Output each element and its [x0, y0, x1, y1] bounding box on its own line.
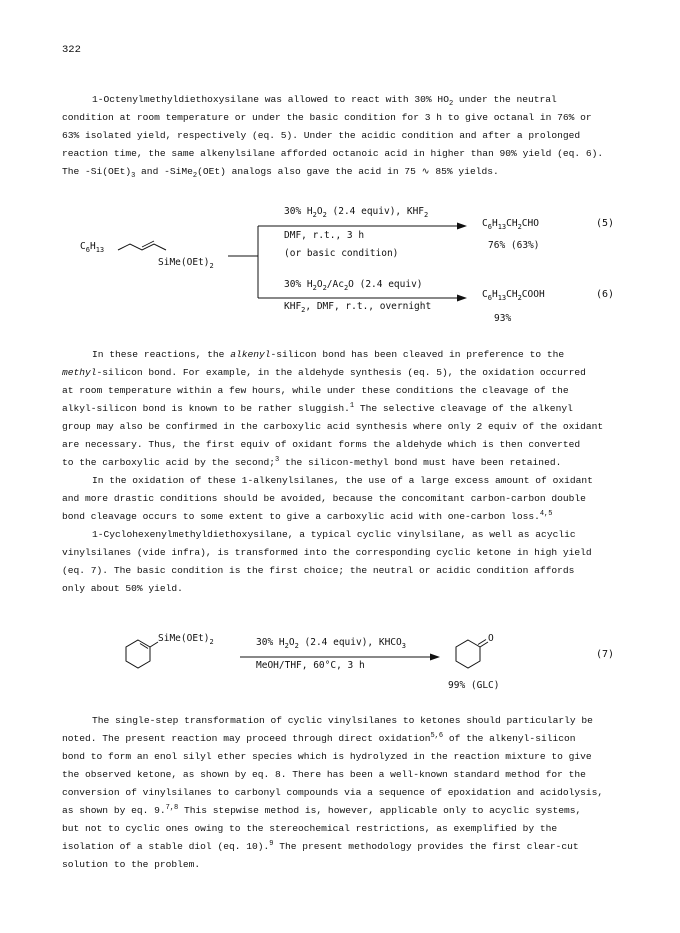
eq7-reagents: 30% $H_2O_2$ (2.4 equiv), $KHCO_3$	[256, 637, 406, 650]
p1-line4: reaction time, the same alkenylsilane afforded octanoic acid in higher than 90% yield (eq. 6).	[62, 148, 604, 159]
starting-alkenylsilane-chain: $C_6H_{13}$	[80, 241, 105, 254]
p5-line2b: of the alkenyl-silicon	[443, 733, 576, 744]
eq7-number: (7)	[596, 649, 615, 660]
eq6-reagents: 30% $H_2O_2/Ac_2O$ (2.4 equiv)	[284, 279, 423, 292]
p1-line1b: under the neutral	[453, 94, 557, 105]
page-number: 322	[62, 44, 81, 56]
p2-line4a: alkyl-silicon bond is known to be rather sluggish.	[62, 403, 350, 414]
p2-line5: group may also be confirmed in the carboxylic acid synthesis where only 2 equiv of the oxidant	[62, 421, 604, 432]
p5-line6a: as shown by eq. 9.	[62, 805, 166, 816]
p1-line5c: (OEt) analogs also gave the acid in 75 ∿ 85% yields.	[197, 166, 499, 177]
eq6-number: (6)	[596, 289, 615, 300]
p4-line2: vinylsilanes (vide infra), is transformed into the corresponding cyclic ketone in high yield	[62, 547, 592, 558]
eq6-conditions: $KHF_2$, DMF, r.t., overnight	[284, 301, 432, 314]
ref-5-6: 5,6	[430, 731, 444, 740]
ref-9: 9	[269, 839, 274, 848]
eq7-yield: 99% (GLC)	[448, 680, 500, 691]
p4-line4: only about 50% yield.	[62, 583, 183, 594]
p3-line2: and more drastic conditions should be avoided, because the concomitant carbon-carbon double	[62, 493, 586, 504]
ref-4-5: 4,5	[539, 509, 553, 518]
p5-line9: solution to the problem.	[62, 859, 201, 870]
p2-line6: are necessary. Thus, the first equiv of oxidant forms the aldehyde which is then converted	[62, 439, 581, 450]
eq7-product-oxygen: O	[488, 633, 494, 644]
p3-line1: In the oxidation of these 1-alkenylsilanes, the use of a large excess amount of oxidant	[92, 475, 593, 486]
p5-line5: conversion of vinylsilanes to carbonyl compounds via a sequence of epoxidation and acidolysis,	[62, 787, 604, 798]
eq5-reagents: 30% $H_2O_2$ (2.4 equiv), $KHF_2$	[284, 206, 429, 219]
eq5-conditions: DMF, r.t., 3 h	[284, 230, 365, 241]
p1-line1a: 1-Octenylmethyldiethoxysilane was allowed to react with 30% H	[92, 94, 444, 105]
ref-7-8: 7,8	[165, 803, 179, 812]
p2-line4b: The selective cleavage of the alkenyl	[354, 403, 573, 414]
p4-line1: 1-Cyclohexenylmethyldiethoxysilane, a typical cyclic vinylsilane, as well as acyclic	[92, 529, 576, 540]
p2-line2: -silicon bond. For example, in the aldehyde synthesis (eq. 5), the oxidation occurred	[96, 367, 586, 378]
p5-line4: the observed ketone, as shown by eq. 8. There has been a well-known standard method for the	[62, 769, 586, 780]
eq6-yield: 93%	[494, 313, 512, 324]
p5-line7: but not to cyclic ones owing to the stereochemical restrictions, as exemplified by the	[62, 823, 558, 834]
paragraph-1: 1-Octenylmethyldiethoxysilane was allowed to react with 30% $HO_2$ under the neutral condition at room temperature or under the basic condition for 3 h to give octanal in 76% or 63% isolated yield, respectively (eq. 5). Under the acidic condition and after a prolonged reaction time, the same alkenylsilane afforded octanoic acid in higher than 90% yield (eq. 6). The $-Si(OEt)_3$ and -SiMe$_2$(OEt) analogs also gave the acid in 75 ∿ 85% yields.	[62, 91, 628, 181]
p1-line2: condition at room temperature or under the basic condition for 3 h to give octanal in 76% or	[62, 112, 592, 123]
eq5-yield: 76% (63%)	[488, 240, 540, 251]
p2-line1b: -silicon bond has been cleaved in preference to the	[270, 349, 565, 360]
p5-line6b: This stepwise method is, however, applicable only to acyclic systems,	[178, 805, 582, 816]
p3-line3a: bond cleavage occurs to some extent to give a carboxylic acid with one-carbon loss.	[62, 511, 540, 522]
ref-1: 1	[349, 401, 355, 410]
eq5-number: (5)	[596, 218, 615, 229]
p2-line7a: to the carboxylic acid by the second;	[62, 457, 276, 468]
ref-3: 3	[275, 455, 280, 464]
starting-alkenylsilane-silyl: $SiMe(OEt)_2$	[158, 257, 214, 270]
eq7-conditions: MeOH/THF, 60°C, 3 h	[256, 660, 365, 671]
p2-line3: at room temperature within a few hours, while under these conditions the cleavage of the	[62, 385, 569, 396]
eq5-product: $C_6H_{13}CH_2CHO$	[482, 218, 539, 231]
p1-line5b: and -SiMe	[135, 166, 193, 177]
eq6-product: $C_6H_{13}CH_2COOH$	[482, 289, 545, 302]
p1-line3: 63% isolated yield, respectively (eq. 5). Under the acidic condition and after a prolonged	[62, 130, 581, 141]
p1-line5a: The -Si(OEt)	[62, 166, 132, 177]
paragraph-5	[62, 712, 628, 874]
p5-line3: bond to form an enol silyl ether species which is hydrolyzed in the reaction mixture to give	[62, 751, 592, 762]
p2-italic-alkenyl: alkenyl	[230, 349, 271, 360]
eq7-substrate-silyl: $SiMe(OEt)_2$	[158, 633, 214, 646]
p5-line8a: isolation of a stable diol (eq. 10).	[62, 841, 270, 852]
p2-italic-methyl: methyl	[62, 367, 97, 378]
p4-line3: (eq. 7). The basic condition is the first choice; the neutral or acidic condition affords	[62, 565, 575, 576]
p5-line2a: noted. The present reaction may proceed through direct oxidation	[62, 733, 431, 744]
p5-line1: The single-step transformation of cyclic vinylsilanes to ketones should particularly be	[92, 715, 593, 726]
p2-line7b: the silicon-methyl bond must have been retained.	[279, 457, 562, 468]
eq5-alt-conditions: (or basic condition)	[284, 248, 399, 259]
p2-line1a: In these reactions, the	[92, 349, 231, 360]
p5-line8b: The present methodology provides the first clear-cut	[273, 841, 579, 852]
